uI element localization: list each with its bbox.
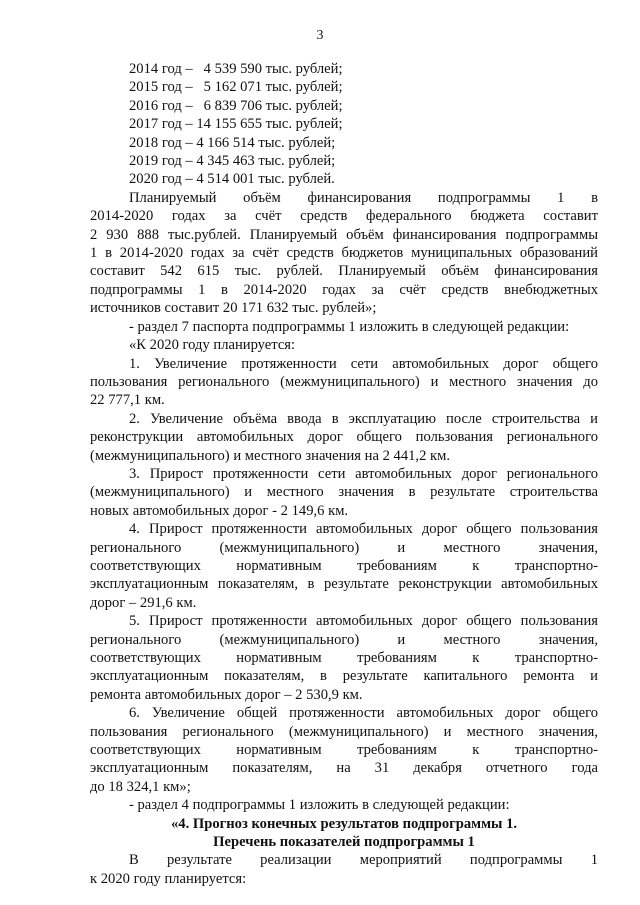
section7-instruction: - раздел 7 паспорта подпрограммы 1 изложить в следующей редакции:: [129, 318, 570, 335]
section-heading: «4. Прогноз конечных результатов подпрограммы 1.: [170, 815, 518, 832]
text-line: 2. Увеличение объёма ввода в эксплуатацию после строительства и: [129, 410, 598, 427]
text-line: 1 в 2014-2020 годах за счёт средств бюджетов муниципальных образований: [90, 245, 598, 262]
year-line: 2015 год – 5 162 071 тыс. рублей;: [129, 79, 343, 96]
text-line: соответствующих нормативным требованиям к транспортно-: [90, 742, 598, 759]
text-line: 6. Увеличение общей протяженности автомобильных дорог общего: [129, 705, 598, 722]
page-number: 3: [316, 28, 324, 43]
text-line: до 18 324,1 км»;: [90, 778, 191, 795]
text-line: пользования регионального (межмуниципального) и местного значения,: [90, 723, 598, 740]
year-line: 2019 год – 4 345 463 тыс. рублей;: [129, 153, 336, 170]
text-line: 22 777,1 км.: [90, 392, 165, 409]
result-paragraph: [90, 851, 598, 888]
text-line: источников составит 20 171 632 тыс. рублей»;: [90, 300, 377, 317]
text-line: 1. Увеличение протяженности сети автомобильных дорог общего: [129, 355, 598, 372]
funding-years-list: [90, 60, 598, 189]
text-line: составит 542 615 тыс. рублей. Планируемый объём финансирования: [90, 263, 598, 280]
text-line: 4. Прирост протяженности автомобильных дорог общего пользования: [129, 521, 598, 538]
text-line: новых автомобильных дорог - 2 149,6 км.: [90, 502, 349, 519]
text-line: эксплуатационным показателям, в результате капитального ремонта и: [90, 668, 598, 685]
text-line: 3. Прирост протяженности сети автомобильных дорог регионального: [129, 465, 598, 482]
text-line: 5. Прирост протяженности автомобильных дорог общего пользования: [129, 613, 598, 630]
text-line: 2014-2020 годах за счёт средств федерального бюджета составит: [90, 208, 598, 225]
text-line: соответствующих нормативным требованиям к транспортно-: [90, 557, 598, 574]
plan-item-2: [90, 410, 598, 465]
text-line: подпрограммы 1 в 2014-2020 годах за счёт средств внебюджетных: [90, 281, 598, 298]
page-body: [90, 60, 598, 888]
year-line: 2017 год – 14 155 655 тыс. рублей;: [129, 116, 343, 133]
text-line: соответствующих нормативным требованиям к транспортно-: [90, 650, 598, 666]
text-line: Планируемый объём финансирования подпрограммы 1 в: [129, 189, 598, 206]
plan-item-5: [90, 612, 598, 704]
text-line: регионального (межмуниципального) и местного значения,: [90, 539, 598, 556]
year-line: 2020 год – 4 514 001 тыс. рублей.: [129, 171, 335, 188]
text-line: реконструкции автомобильных дорог общего пользования регионального: [90, 429, 598, 446]
text-line: эксплуатационным показателям, в результате реконструкции автомобильных: [90, 576, 598, 593]
text-line: 2 930 888 тыс.рублей. Планируемый объём финансирования подпрограммы: [90, 226, 598, 243]
text-line: к 2020 году планируется:: [90, 870, 247, 887]
plan-item-1: [90, 355, 598, 410]
plan-item-6: [90, 704, 598, 796]
plan-item-4: [90, 520, 598, 612]
plan-intro: «К 2020 году планируется:: [129, 337, 296, 354]
text-line: (межмуниципального) и местного значения в результате строительства: [90, 484, 598, 501]
section4-instruction: - раздел 4 подпрограммы 1 изложить в следующей редакции:: [129, 797, 510, 814]
text-line: эксплуатационным показателям, на 31 декабря отчетного года: [90, 760, 598, 777]
year-line: 2018 год – 4 166 514 тыс. рублей;: [129, 134, 336, 151]
funding-paragraph: [90, 189, 598, 318]
section-subheading: Перечень показателей подпрограммы 1: [213, 834, 475, 851]
text-line: ремонта автомобильных дорог – 2 530,9 км.: [90, 686, 363, 703]
text-line: регионального (межмуниципального) и местного значения,: [90, 631, 598, 648]
text-line: (межмуниципального) и местного значения на 2 441,2 км.: [90, 447, 450, 464]
text-line: В результате реализации мероприятий подпрограммы 1: [129, 852, 598, 869]
year-line: 2016 год – 6 839 706 тыс. рублей;: [129, 97, 343, 114]
year-line: 2014 год – 4 539 590 тыс. рублей;: [129, 61, 343, 77]
text-line: дорог – 291,6 км.: [90, 594, 197, 611]
text-line: пользования регионального (межмуниципального) и местного значения до: [90, 373, 598, 390]
plan-item-3: [90, 465, 598, 520]
